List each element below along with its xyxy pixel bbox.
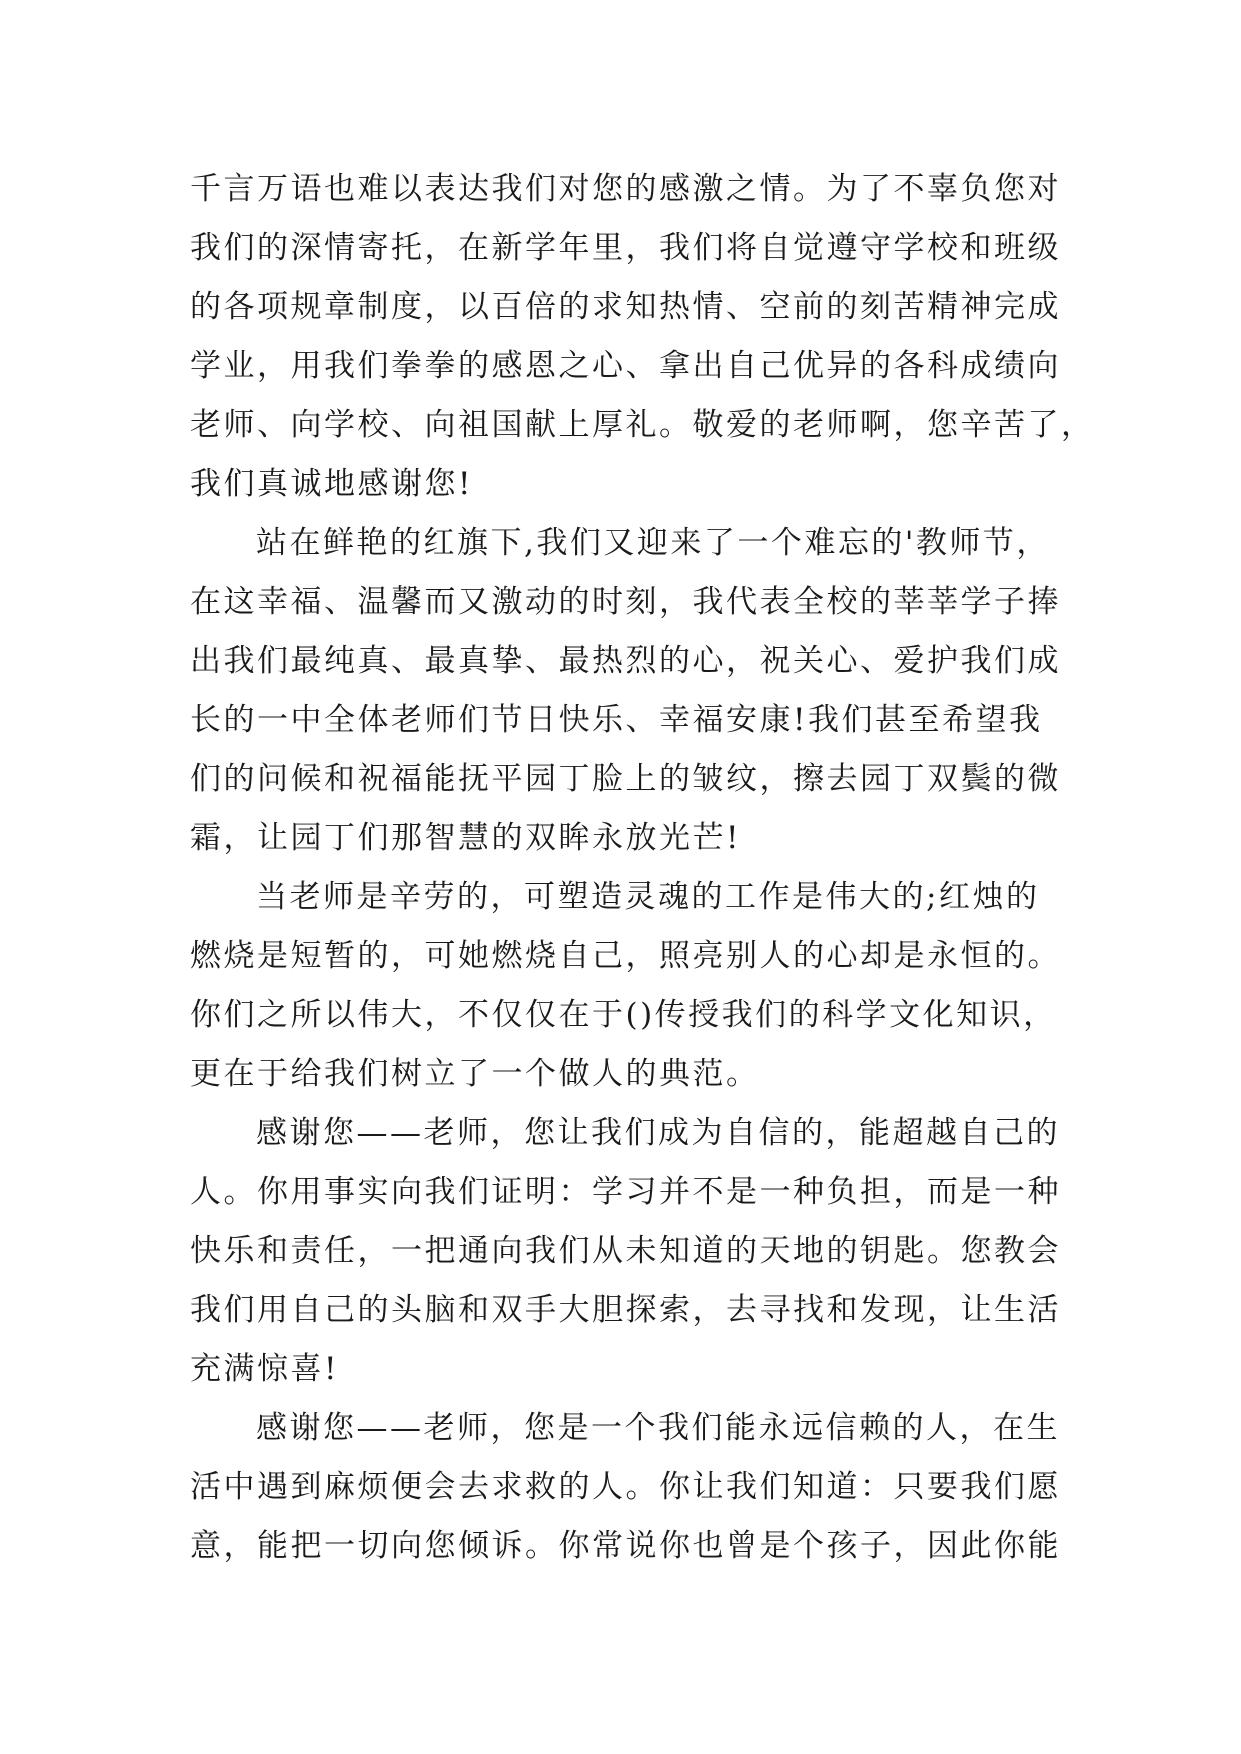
text-line-9: 出我们最纯真、最真挚、最热烈的心，祝关心、爱护我们成 <box>190 643 1061 679</box>
paragraph-start-line: 感谢您——老师，您让我们成为自信的，能超越自己的 <box>256 1115 1060 1151</box>
text-line-4: 学业，用我们拳拳的感恩之心、拿出自己优异的各科成绩向 <box>190 348 1061 384</box>
text-line-10: 长的一中全体老师们节日快乐、幸福安康!我们甚至希望我 <box>190 702 1043 738</box>
text-line-6: 我们真诚地感谢您! <box>190 466 473 502</box>
text-line-11: 们的问候和祝福能抚平园丁脸上的皱纹，擦去园丁双鬓的微 <box>190 761 1061 797</box>
text-line-19: 快乐和责任，一把通向我们从未知道的天地的钥匙。您教会 <box>190 1233 1061 1269</box>
text-line-1: 千言万语也难以表达我们对您的感激之情。为了不辜负您对 <box>190 171 1061 207</box>
text-line-8: 在这幸福、温馨而又激动的时刻，我代表全校的莘莘学子捧 <box>190 584 1061 620</box>
text-line-2: 我们的深情寄托，在新学年里，我们将自觉遵守学校和班级 <box>190 230 1061 266</box>
paragraph-start-line: 当老师是辛劳的，可塑造灵魂的工作是伟大的;红烛的 <box>256 879 1040 915</box>
paragraph-start-line: 站在鲜艳的红旗下,我们又迎来了一个难忘的'教师节， <box>256 525 1050 561</box>
text-line-5: 老师、向学校、向祖国献上厚礼。敬爱的老师啊，您辛苦了， <box>190 407 1095 443</box>
text-line-3: 的各项规章制度，以百倍的求知热情、空前的刻苦精神完成 <box>190 289 1061 325</box>
paragraph-start-line: 感谢您——老师，您是一个我们能永远信赖的人，在生 <box>256 1410 1060 1446</box>
text-line-15: 你们之所以伟大，不仅仅在于()传授我们的科学文化知识， <box>190 997 1057 1033</box>
text-line-21: 充满惊喜! <box>190 1351 339 1387</box>
text-line-23: 活中遇到麻烦便会去求救的人。你让我们知道：只要我们愿 <box>190 1469 1061 1505</box>
body-text <box>190 160 1095 1576</box>
text-line-16: 更在于给我们树立了一个做人的典范。 <box>190 1056 760 1092</box>
text-line-20: 我们用自己的头脑和双手大胆探索，去寻找和发现，让生活 <box>190 1292 1061 1328</box>
text-line-12: 霜，让园丁们那智慧的双眸永放光芒! <box>190 820 741 856</box>
text-line-24: 意，能把一切向您倾诉。你常说你也曾是个孩子，因此你能 <box>190 1528 1061 1564</box>
text-line-18: 人。你用事实向我们证明：学习并不是一种负担，而是一种 <box>190 1174 1061 1210</box>
text-line-14: 燃烧是短暂的，可她燃烧自己，照亮别人的心却是永恒的。 <box>190 938 1061 974</box>
